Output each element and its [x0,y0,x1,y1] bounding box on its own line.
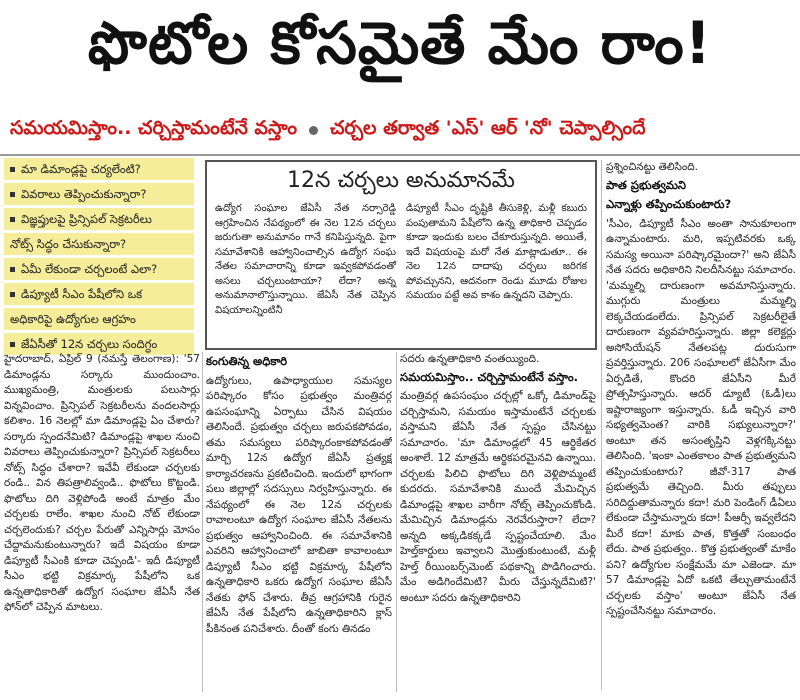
column-divider [601,160,602,690]
highlight-item: విజ్ఞప్తులపై ప్రిన్సిపల్ సెక్రటరీలు [4,208,194,230]
boxed-story [205,160,597,350]
square-bullet-icon [10,267,15,272]
column-divider [202,352,203,692]
box-title: 12న చర్చలు అనుమానమే [287,168,515,193]
paragraph: హైదరాబాద్, ఏప్రిల్ 9 (నమస్తే తెలంగాణ): '57 డిమాండ్లను సర్కారు ముందుంచాం. ముఖ్యమంత్రి, మంత్రులకు పలుసార్లు విన్నవించాం. ప్రిన్సిపల్ సెక్రటరీలను వందలసార్లు కలిశాం. 16 నెలల్లో మా డిమాండ్లపై ఏం చేశారు? సర్కారు స్పందనేమిటి? డిమాండ్లపై శాఖల నుంచి వివరాలు తెప్పించుకున్నారా? ప్రిన్సిపల్ సెక్రటరీలు నోట్స్ సిద్ధం చేశారా? ఇవేవీ లేకుండా చర్చలకు రండి.. విన తిపత్రాలివ్వండి.. ఫొటోలు కొట్టండి. ఫొటోలు దిగి వెళ్లిపోండి అంటే మాత్రం మేం చర్చలకు రాలేం. శాఖల నుంచి నోట్ లేకుండా చర్చలెందుకు? చర్చల పేరుతో ఎన్నిసార్లు మోసం చేద్దామనుకుంటున్నారు? ఇదే విషయం కూడా డిప్యూటీ సీఎంకి కూడా చెప్పండి'- ఇదీ డిప్యూటీ సీఎం భట్టి విక్రమార్క పేషీలోని ఒక ఉన్నతాధికారితో ఉద్యోగ సంఘాల జేఏసీ నేత ఫోన్‌లో చెప్పిన మాటలు. [4,353,200,613]
paragraph: మంత్రివర్గ ఉపసంఘం చర్చల్లో ఒక్కో డిమాండ్‌పై చర్చిస్తామని, సమయం ఇస్తామంటేనే చర్చలకు వస్తామని జేఏసీ నేత స్పష్టం చేసినట్టు సమాచారం. 'మా డిమాండ్లలో 45 ఆర్థికేతర అంశాలే. 12 మాత్రమే ఆర్థికపరమైనవి ఉన్నాయి. చర్చలకు పిలిచి ఫొటోలు దిగి వెళ్లిపొమ్మంటే కుదరదు. సమావేశానికి ముందే మేమిచ్చిన డిమాండ్లపై శాఖల వారీగా నోట్స్ తెప్పించుకోండి. మేమిచ్చిన డిమాండ్లను నెరవేరుస్తారా? లేదా? అన్నది అక్కడికక్కడే స్పష్టంచేయాలి. మేం హెల్త్‌కార్డులు ఇవ్వాలని మొత్తుకుంటుంటే, మళ్లీ హెల్త్ రీయింబర్స్‌మెంట్ పథకాన్ని పొడిగించారు. మేం అడిగిందేమిటి? మీరు చేస్తున్నదేమిటి?' అంటూ సదరు ఉన్నతాధికారిని [400,390,596,604]
highlight-item: వివరాలు తెప్పించుకున్నారా? [4,183,194,205]
headline: ఫొటోల కోసమైతే మేం రాం! [87,8,713,77]
article-column-2 [206,352,392,697]
subhead-right: చర్చల తర్వాత 'ఎస్' ఆర్ 'నో' చెప్పాల్సిందే [329,116,646,139]
highlight-item: జేఏసీతో 12న చర్చలు సందిగ్ధం [4,333,194,355]
highlight-item: నోట్స్ సిద్ధం చేసుకున్నారా? [4,233,194,255]
article-column-3 [400,352,596,697]
paragraph: ప్రశ్నించినట్టు తెలిసింది. [606,161,698,173]
subheadline [10,108,790,152]
section-heading: ఎన్నాళ్లు తప్పించుకుంటారు? [606,197,732,211]
square-bullet-icon [10,292,15,297]
section-heading: సమయమిస్తాం.. చర్చిస్తామంటేనే వస్తాం. [400,369,579,384]
square-bullet-icon [10,217,15,222]
divider [0,154,800,156]
square-bullet-icon [10,167,15,172]
column-divider [396,352,397,692]
box-text-right: డిప్యూటీ సీఎం దృష్టికి తీసుకెళ్లి, మళ్లీ కబురు పంపుతామని పేషీలోని ఉన్న తాధికారి చెప్పడం కూడా ఇందుకు బలం చేకూరుస్తున్నది. అయితే, ఇదే విషయంపై మరో నేత మాట్లాడుతూ.. ఈ నెల 12న దాదాపు చర్చలు జరిగక పోవచ్చునని, ఆదనంగా రెండు మూడు రోజుల సమయం పట్టే అవ కాశం ఉన్నదని చెప్పారు. [406,203,587,301]
paragraph: 'సీఎం, డిప్యూటీ సీఎం అంతా సానుకూలంగా ఉన్నామంటారు. మరి, ఇప్పటివరకు ఒక్క సమస్య అయినా పరిష్కారమైందా?' అని జేఏసీ నేత సదరు అధికారిని నిలదీసినట్టు సమాచారం. 'మమ్మల్ని దారుణంగా అవమానిస్తున్నారు. ముగ్గురు మంత్రులు మమ్మల్ని లెక్కచేయడంలేదు. ప్రిన్సిపల్ సెక్రటరీలైతే దారుణంగా వ్యవహరిస్తున్నారు. జిల్లా కలెక్టర్లు అసోసియేషన్ నేతలపట్ల దురుసుగా ప్రవర్తిస్తున్నారు. 206 సంఘాలలో జేఏసీగా మేం ఏర్పడితే, కొందరి జేఏసీని మీరే ప్రోత్సహిస్తున్నారు. ఆదర్ డ్యూటీ (ఓడీ)లు ఇష్టారాజ్యంగా ఇస్తున్నారు. ఓడీ ఇచ్చిన వారి సభ్యత్వమెంత? వారికి సభ్యులున్నారా?' అంటూ తన అసంతృప్తిని వెళ్లగక్కినట్టు తెలిసింది. 'ఇంకా ఎంతకాలం పాత ప్రభుత్వమని తప్పించుకుంటారు? జీవో-317 పాత ప్రభుత్వమే తెచ్చింది. మీరు తప్పులు సరిదిద్దుతామన్నారు కదా! మరి పెండింగ్ డీఏలు లేకుండా చేస్తామన్నారు కదా! పీఆర్సీ ఇవ్వలేదని మీరే కదా! మాకు పాత, కొత్తతో సంబంధం లేదు. పాత ప్రభుత్వం.. కొత్త ప్రభుత్వంతో మాకేం పని? ఉద్యోగుల సంక్షేమమే మా ఎజెండా. మా 57 డిమాండ్లపై ఏదో ఒకటి తేల్చుతామంటేనే చర్చలకు వస్తాం' అంటూ జేఏసీ నేత స్పష్టంచేసినట్టు సమాచారం. [606,217,796,617]
highlight-item: అధికారిపై ఉద్యోగుల ఆగ్రహం [4,308,194,330]
bullet-dot-icon [309,126,318,135]
section-heading: కంగుతిన్న అధికారి [206,354,288,368]
section-heading: పాత ప్రభుత్వమని [606,177,686,192]
highlight-item: డిప్యూటీ సీఎం పేషీలోని ఒక [4,283,194,305]
square-bullet-icon [10,192,15,197]
highlights-box [4,158,194,351]
paragraph: ఉద్యోగులు, ఉపాధ్యాయుల సమస్యల పరిష్కారం కోసం ప్రభుత్వం మంత్రివర్గ ఉపసంఘాన్ని ఏర్పాటు చేసిన విషయం తెలిసిందే. ప్రభుత్వం చర్చలు జరుపకపోవడం, తమ సమస్యలు పరిష్కారంకాకపోవడంతో మార్చి 12న ఉద్యోగ జేఏసీ ప్రత్యక్ష కార్యాచరణను ప్రకటించింది. ఇందులో భాగంగా పలు జిల్లాల్లో సదస్సులు నిర్వహిస్తున్నారు. ఈ నేపథ్యంలో ఈ నెల 12న చర్చలకు రావాలంటూ ఉద్యోగ సంఘాల జేఏసీ నేతలను ప్రభుత్వం ఆహ్వానించింది. ఈ సమావేశానికి ఎవరిని ఆహ్వానించాలో జాబితా కావాలంటూ డిప్యూటీ సీఎం భట్టి విక్రమార్క పేషీలోని ఉన్నతాధికారి ఒకరు ఉద్యోగ సంఘాల జేఏసీ నేతకు ఫోన్ చేశారు. తీవ్ర ఆగ్రహానికి గురైన జేఏసీ నేత పేషీలోని ఉన్నతాధికారిని క్లాస్ పీకినంత పనిచేశారు. దీంతో కంగు తినడం [206,374,392,635]
paragraph: సదరు ఉన్నతాధికారి వంతయ్యింది. [400,353,540,365]
box-text-left: ఉద్యోగ సంఘాల జేఏసీ నేత నర్సారెడ్డి ఆగ్రహించిన నేపథ్యంలో ఈ నెల 12న చర్చలు జరుగుతా అనుమానం గానే కనిపిస్తున్నది. పైగా సమావేశానికి ఆహ్వానించాల్సిన ఉద్యోగ సంఘ నేతల సమాచారాన్ని కూడా ఇవ్వకపోవడంతో అసలు చర్చలుంటాయా? లేదా? అన్న అనుమానాలొస్తున్నాయి. జేఏసీ నేత చెప్పిన విషయాలన్నింటినీ [215,203,396,316]
article-column-1 [4,352,200,697]
subhead-left: సమయమిస్తాం.. చర్చిస్తామంటేనే వస్తాం [10,116,297,139]
highlight-item: ఏమీ లేకుండా చర్చలంటే ఎలా? [4,258,194,280]
square-bullet-icon [10,342,15,347]
article-column-4 [606,160,796,697]
highlight-item: మా డిమాండ్లపై చర్యలేంటి? [4,158,194,180]
